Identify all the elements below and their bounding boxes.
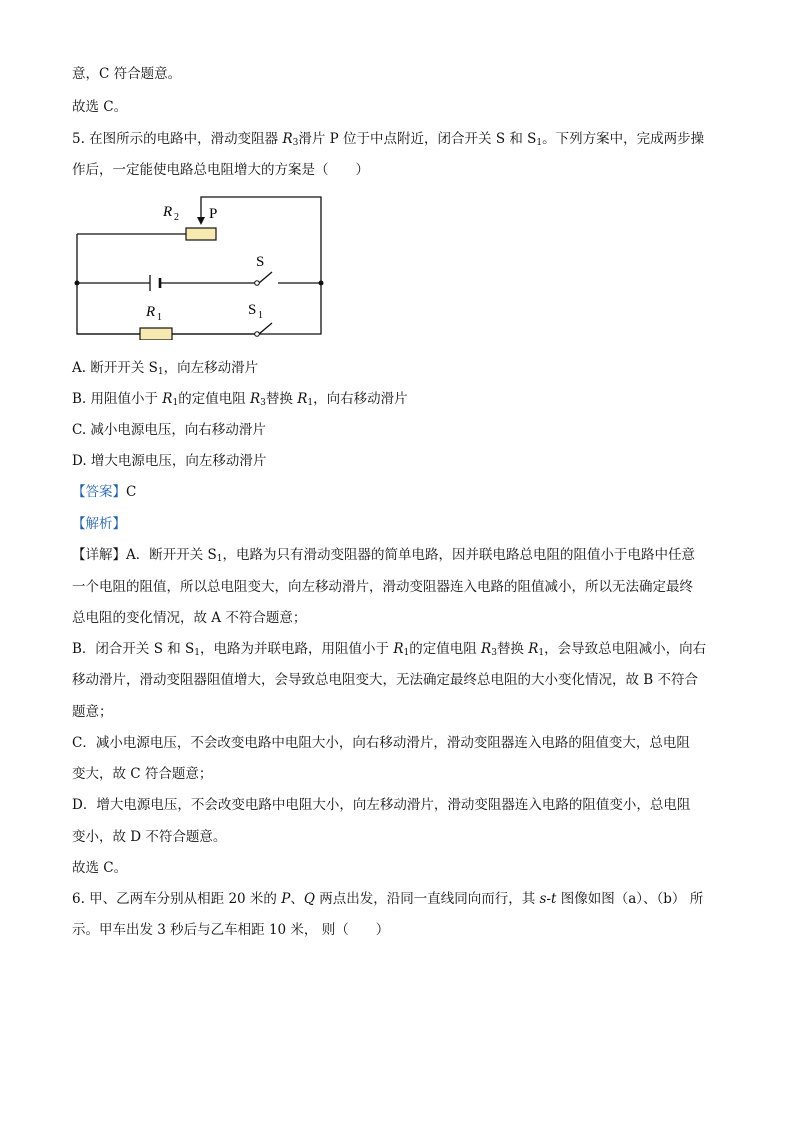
text: 的定值电阻 [178, 391, 250, 407]
detail-line-7 [72, 733, 690, 753]
text: 题意； [72, 704, 113, 720]
detail-line-2 [72, 577, 693, 597]
symbol-r: R [282, 131, 293, 147]
label-p: P [209, 206, 218, 222]
detail-line-5 [72, 670, 698, 690]
text: 总电阻的变化情况，故 A 不符合题意； [72, 610, 307, 626]
detail-line-1 [72, 545, 695, 569]
switch-s-pivot [255, 281, 260, 286]
subscript: 3 [491, 648, 497, 658]
text: 的定值电阻 [409, 641, 482, 657]
answer-tag: 【答案】 [72, 484, 126, 500]
text: ，电路为只有滑动变阻器的简单电路，因并联电路总电阻的阻值小于电路中任意 [222, 547, 696, 563]
subscript: 1 [307, 398, 314, 408]
symbol-r: R [481, 641, 492, 657]
question-5-line-1 [72, 129, 704, 153]
text: ，向右移动滑片 [313, 391, 408, 407]
slider-arrow [197, 217, 205, 225]
answer-line [72, 482, 136, 502]
text: 、 [290, 891, 304, 907]
symbol-r: R [528, 641, 539, 657]
text: C．减小电源电压，不会改变电路中电阻大小，向右移动滑片，滑动变阻器连入电路的阻值变大，总电阻 [72, 735, 690, 751]
question-5-line-2 [72, 160, 369, 180]
text: 变大，故 C 符合题意； [72, 766, 213, 782]
question-6-line-1 [72, 889, 703, 909]
subscript: 1 [172, 398, 179, 408]
detail-line-3 [72, 608, 306, 628]
text-line [72, 97, 127, 117]
detail-line-4 [72, 639, 706, 663]
text: 【详解】A．断开开关 S [72, 547, 217, 563]
symbol-r: R [297, 391, 308, 407]
resistor-r1 [140, 328, 172, 340]
subscript: 1 [538, 648, 545, 658]
option-a [72, 358, 258, 382]
text: 。下列方案中，完成两步操 [542, 131, 705, 147]
label-r1-sub: 1 [157, 312, 162, 323]
switch-s1-blade [259, 323, 272, 334]
text: 图像如图（a）、（b） 所 [556, 891, 704, 907]
detail-line-9 [72, 795, 690, 815]
junction-dot [319, 281, 324, 286]
text: 意，C 符合题意。 [72, 66, 182, 82]
resistor-r2 [186, 228, 216, 240]
detail-line-8 [72, 764, 212, 784]
text: C. 减小电源电压，向右移动滑片 [72, 422, 266, 438]
text: 变小，故 D 不符合题意。 [72, 829, 227, 845]
subscript: 1 [536, 138, 543, 148]
label-r2: R [163, 204, 173, 220]
switch-s-blade [259, 272, 272, 283]
option-c [72, 420, 266, 440]
subscript: 1 [216, 554, 223, 564]
subscript: 1 [194, 648, 201, 658]
text: A. 断开开关 S [72, 360, 158, 376]
switch-s1-pivot [255, 332, 260, 337]
detail-line-6 [72, 702, 113, 722]
analysis-tag: 【解析】 [72, 516, 126, 532]
subscript: 3 [292, 138, 299, 148]
text: 故选 C。 [72, 860, 128, 876]
text: D. 增大电源电压，向左移动滑片 [72, 453, 267, 469]
text: 一个电阻的阻值，所以总电阻变大，向左移动滑片，滑动变阻器连入电路的阻值减小，所以无法确定最终 [72, 579, 693, 595]
label-s: S [256, 254, 265, 270]
text: ，向左移动滑片 [163, 360, 259, 376]
label-s1-sub: 1 [258, 310, 263, 321]
text: ，电路为并联电路，用阻值小于 [200, 641, 394, 657]
text: 替换 [496, 641, 529, 657]
detail-line-11 [72, 858, 127, 878]
subscript: 3 [260, 398, 266, 408]
text: 滑片 P 位于中点附近，闭合开关 S 和 S [298, 131, 537, 147]
text: 两点出发，沿同一直线同向而行，其 [314, 891, 540, 907]
label-r2-sub: 2 [174, 212, 179, 223]
text: 示。甲车出发 3 秒后与乙车相距 10 米， 则（ ） [72, 922, 390, 938]
text: 5. 在图所示的电路中，滑动变阻器 [72, 131, 283, 147]
text: ，会导致总电阻减小，向右 [544, 641, 707, 657]
circuit-diagram [62, 190, 342, 340]
subscript: 1 [157, 367, 164, 377]
option-b [72, 389, 408, 413]
answer-value: C [126, 484, 137, 500]
text: B. 用阻值小于 [72, 391, 163, 407]
option-d [72, 451, 266, 471]
text: B．闭合开关 S 和 S [72, 641, 195, 657]
st-symbol: s-t [539, 891, 557, 907]
label-r1: R [146, 304, 156, 320]
junction-dot [75, 281, 80, 286]
text: 故选 C。 [72, 99, 128, 115]
point-q: Q [303, 891, 315, 907]
detail-line-10 [72, 827, 226, 847]
text: 移动滑片，滑动变阻器阻值增大，会导致总电阻变大，无法确定最终总电阻的大小变化情况，故 B 不符合 [72, 672, 699, 688]
analysis-line [72, 514, 126, 534]
subscript: 1 [403, 648, 410, 658]
symbol-r: R [393, 641, 404, 657]
label-s1: S [248, 302, 257, 318]
symbol-r: R [250, 391, 261, 407]
symbol-r: R [162, 391, 173, 407]
text: D．增大电源电压，不会改变电路中电阻大小，向左移动滑片，滑动变阻器连入电路的阻值变小，总电阻 [72, 797, 691, 813]
text-line [72, 64, 181, 84]
question-6-line-2 [72, 920, 389, 940]
text: 6. 甲、乙两车分别从相距 20 米的 [72, 891, 282, 907]
point-p: P [281, 891, 291, 907]
text: 替换 [265, 391, 298, 407]
text: 作后，一定能使电路总电阻增大的方案是（ ） [72, 162, 369, 178]
